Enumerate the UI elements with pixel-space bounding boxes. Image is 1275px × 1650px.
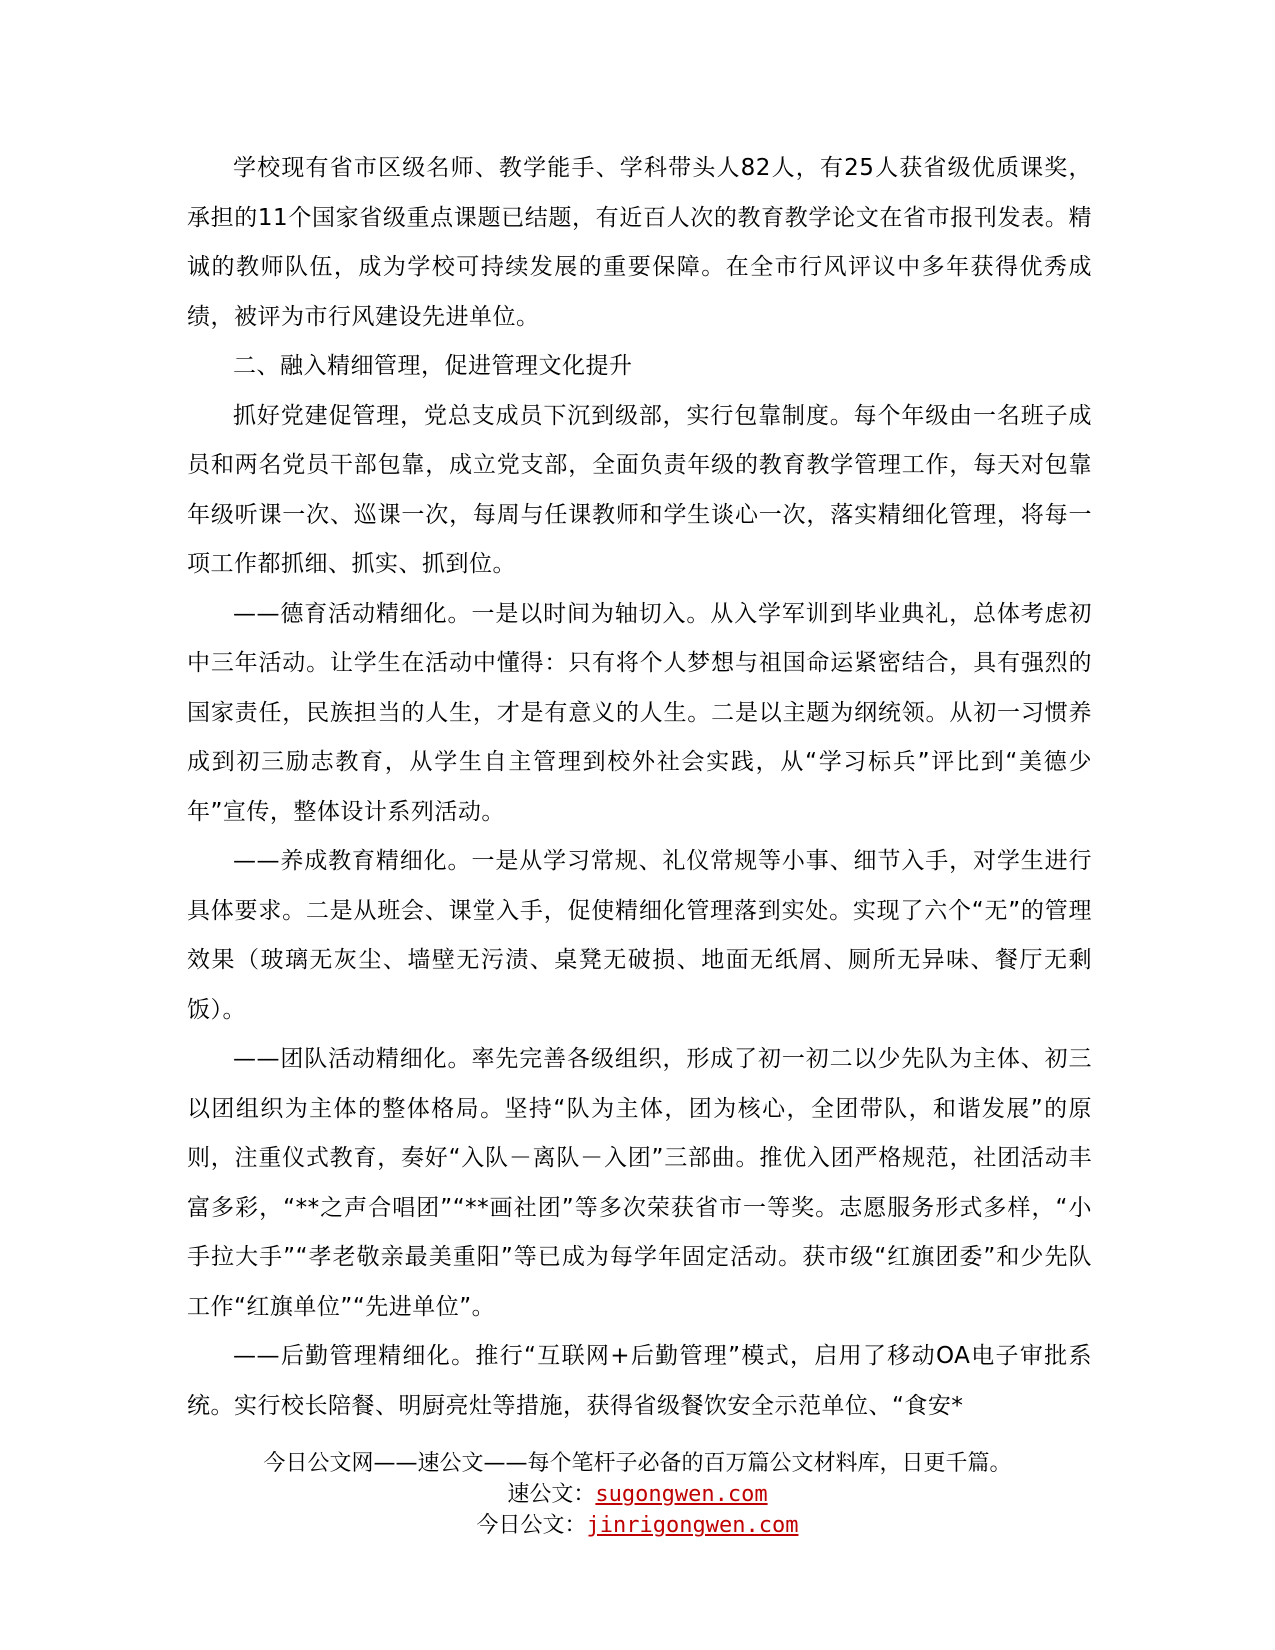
document-body (187, 144, 1092, 1431)
paragraph-party-building: 抓好党建促管理，党总支成员下沉到级部，实行包靠制度。每个年级由一名班子成员和两名党员干部包靠，成立党支部，全面负责年级的教育教学管理工作，每天对包靠年级听课一次、巡课一次，每周与任课教师和学生谈心一次，落实精细化管理，将每一项工作都抓细、抓实、抓到位。 (187, 402, 1092, 577)
paragraph-logistics: ——后勤管理精细化。推行“互联网+后勤管理”模式，启用了移动OA电子审批系统。实行校长陪餐、明厨亮灶等措施，获得省级餐饮安全示范单位、“食安* (187, 1343, 1092, 1419)
paragraph-habit-education: ——养成教育精细化。一是从学习常规、礼仪常规等小事、细节入手，对学生进行具体要求。二是从班会、课堂入手，促使精细化管理落到实处。实现了六个“无”的管理效果（玻璃无灰尘、墙壁无污渍、桌凳无破损、地面无纸屑、厕所无异味、餐厅无剩饭）。 (187, 848, 1092, 1023)
site1-label: 速公文： (507, 1482, 596, 1507)
paragraph-teachers: 学校现有省市区级名师、教学能手、学科带头人82人，有25人获省级优质课奖，承担的11个国家省级重点课题已结题，有近百人次的教育教学论文在省市报刊发表。精诚的教师队伍，成为学校可持续发展的重要保障。在全市行风评议中多年获得优秀成绩，被评为市行风建设先进单位。 (187, 155, 1092, 330)
site2-label: 今日公文： (476, 1513, 587, 1538)
paragraph-team-activities: ——团队活动精细化。率先完善各级组织，形成了初一初二以少先队为主体、初三以团组织为主体的整体格局。坚持“队为主体，团为核心，全团带队，和谐发展”的原则，注重仪式教育，奏好“入队－离队－入团”三部曲。推优入团严格规范，社团活动丰富多彩，“**之声合唱团”“**画社团”等多次荣获省市一等奖。志愿服务形式多样，“小手拉大手”“孝老敬亲最美重阳”等已成为每学年固定活动。获市级“红旗团委”和少先队工作“红旗单位”“先进单位”。 (187, 1046, 1092, 1320)
footer-tagline: 今日公文网——速公文——每个笔杆子必备的百万篇公文材料库，日更千篇。 (263, 1451, 1012, 1476)
site2-link[interactable]: jinrigongwen.com (586, 1513, 799, 1538)
footer-site2 (0, 1510, 1275, 1541)
footer (0, 1448, 1275, 1541)
paragraph-moral-education: ——德育活动精细化。一是以时间为轴切入。从入学军训到毕业典礼，总体考虑初中三年活动。让学生在活动中懂得：只有将个人梦想与祖国命运紧密结合，具有强烈的国家责任，民族担当的人生，才是有意义的人生。二是以主题为纲统领。从初一习惯养成到初三励志教育，从学生自主管理到校外社会实践，从“学习标兵”评比到“美德少年”宣传，整体设计系列活动。 (187, 600, 1092, 825)
site1-link[interactable]: sugongwen.com (595, 1482, 768, 1507)
footer-site1 (0, 1479, 1275, 1510)
section-heading: 二、融入精细管理，促进管理文化提升 (233, 353, 633, 379)
